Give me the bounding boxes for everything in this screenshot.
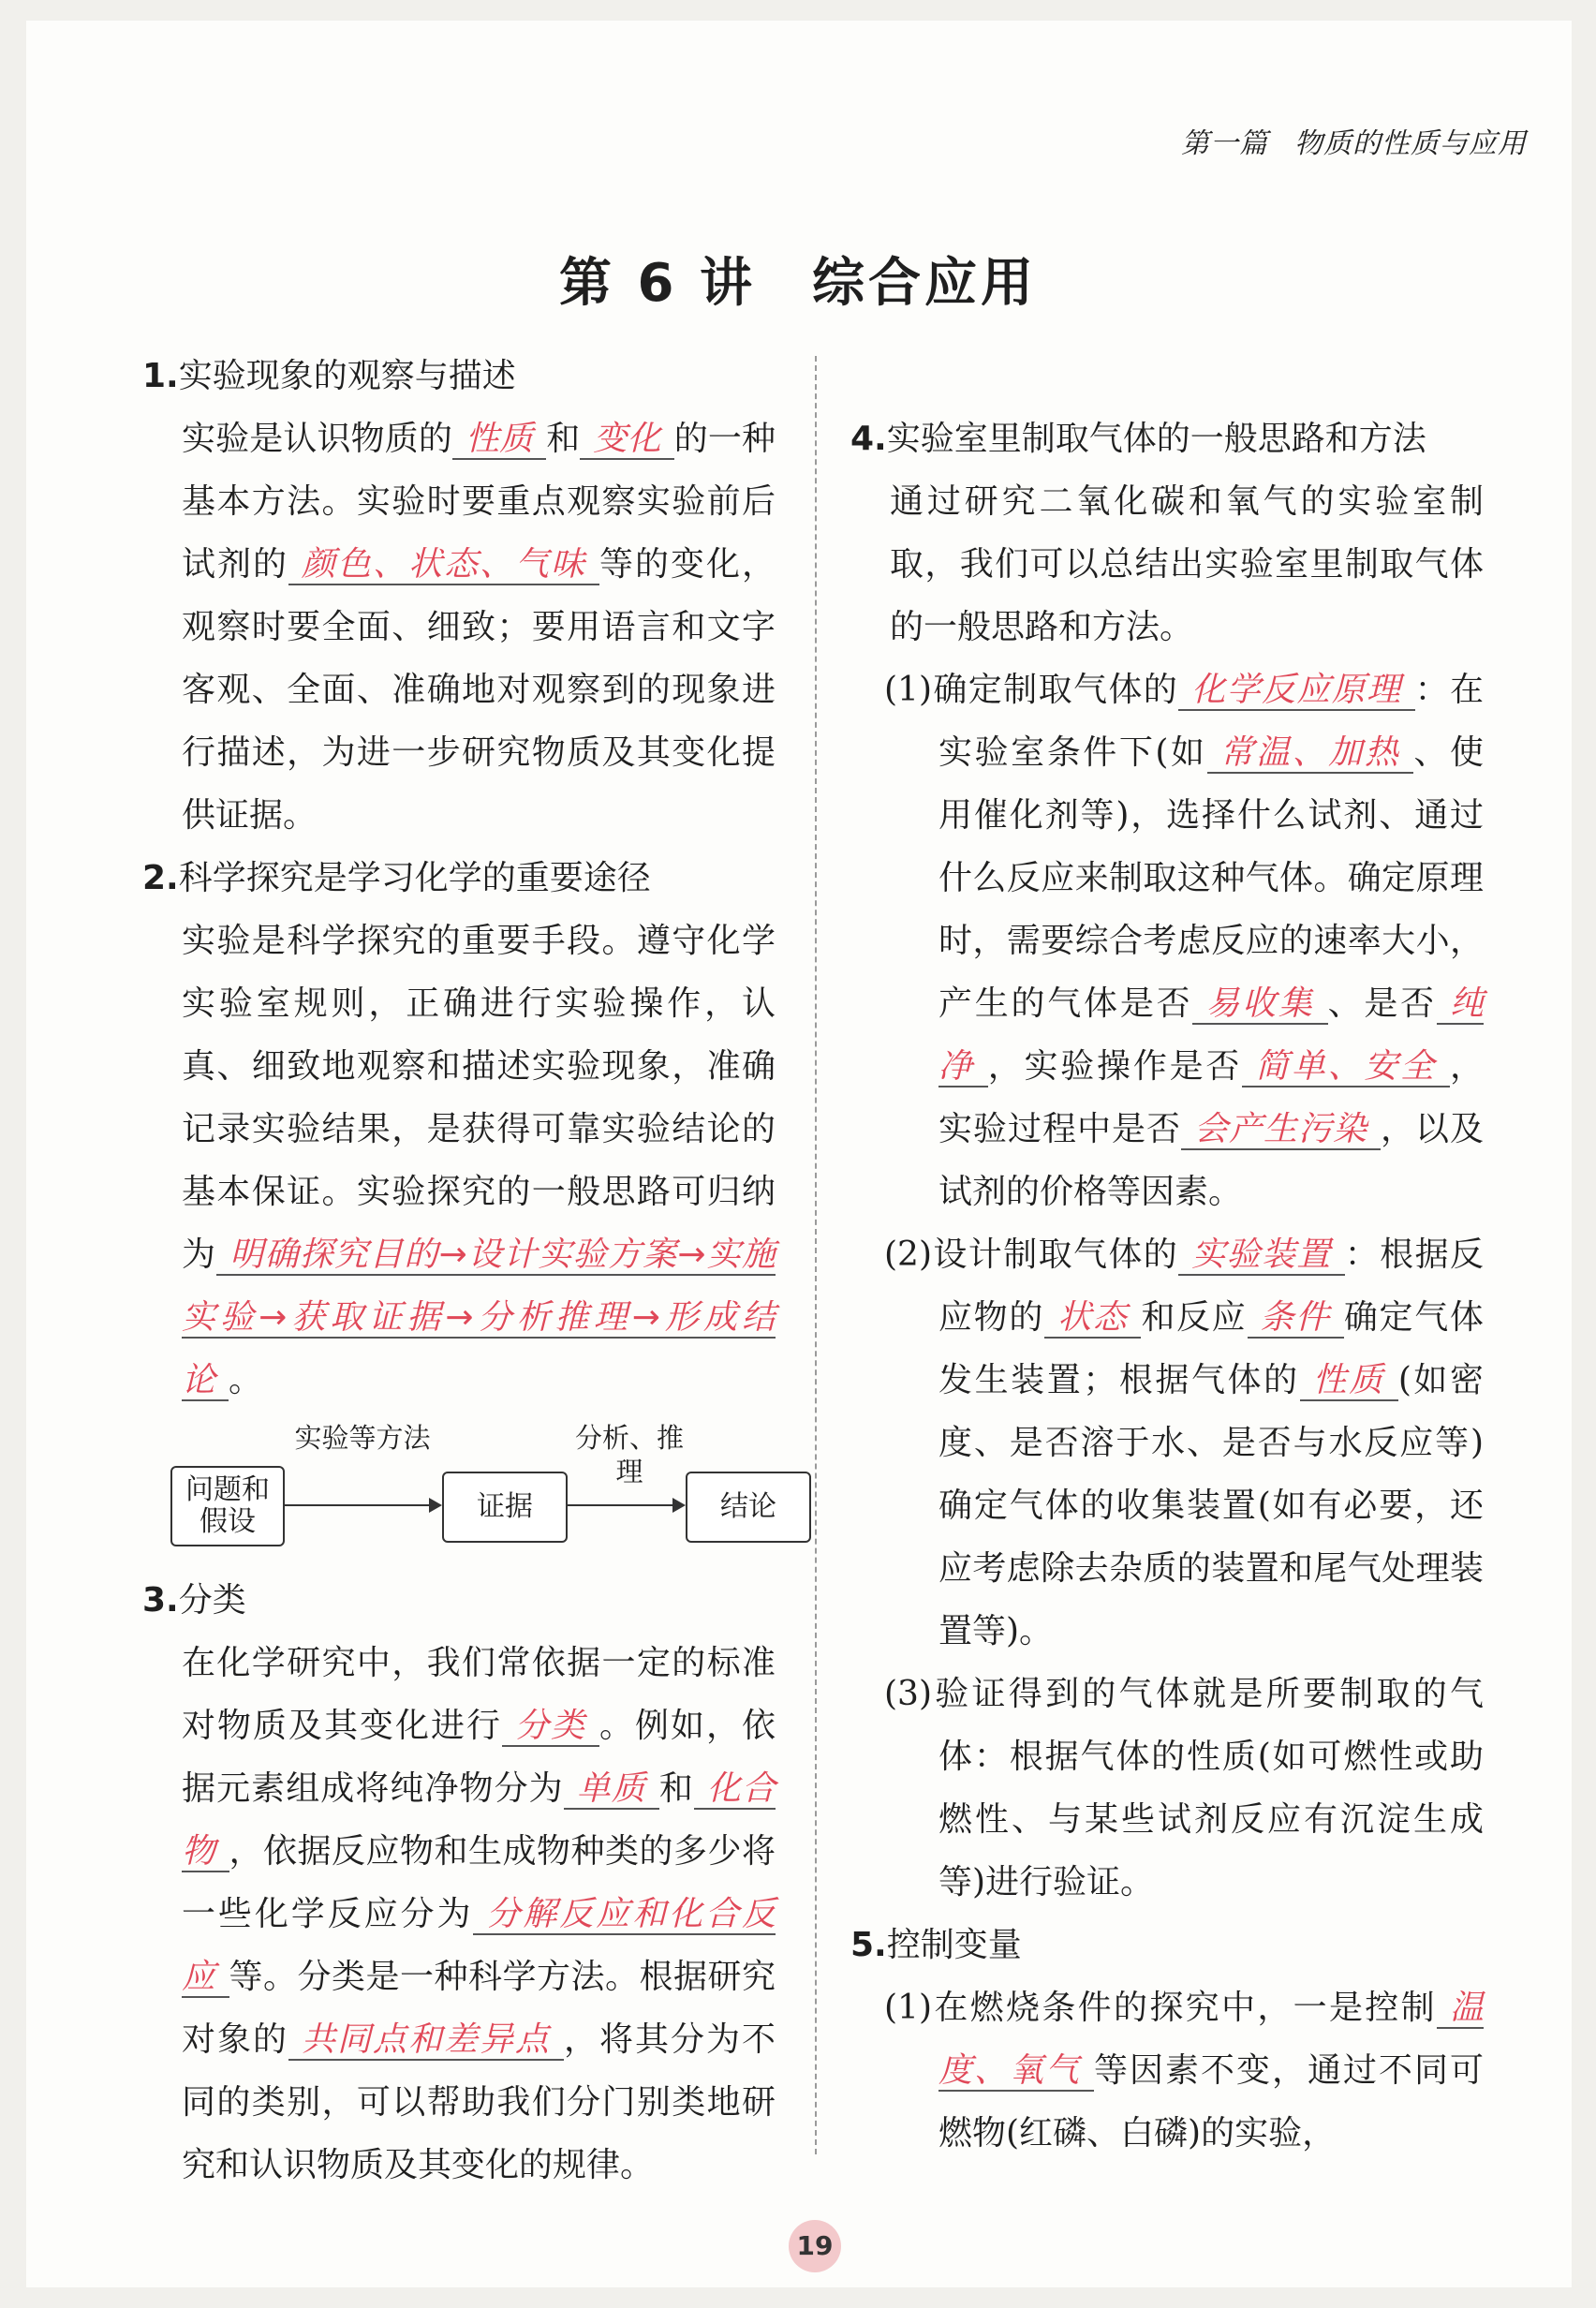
section-4-item-3 [850,1663,1484,1914]
item-label: (3) [884,1675,932,1713]
answer-blank: 常温、加热 [1207,733,1414,774]
text: 验证得到的气体就是所要制取的气体：根据气体的性质(如可燃性或助燃性、与某些试剂反应有沉淀生成等)进行验证。 [932,1675,1484,1901]
section-heading-text: 控制变量 [886,1926,1022,1964]
flow-label-analysis: 分析、推理 [574,1422,684,1487]
section-1-heading [142,345,776,407]
answer-blank: 分类 [502,1707,599,1747]
answer-blank: 化合物 [182,1769,776,1871]
text: 在燃烧条件的探究中，一是控制 [932,1989,1437,2027]
answer-blank: 会产生污染 [1181,1110,1381,1150]
section-2-body [142,910,776,1412]
page-title [0,242,1596,317]
left-column [142,345,776,2197]
text: ，实验过程中是否 [938,1047,1484,1148]
answer-blank: 易收集 [1192,984,1327,1025]
section-number: 2. [142,859,179,897]
flow-arrow [566,1504,684,1506]
answer-blank: 条件 [1248,1298,1344,1339]
text: ，依据反应物和生成物种类的多少将一些化学反应分为 [182,1832,776,1933]
text: ：根据反应物的 [938,1235,1484,1337]
flow-box-label: 问题和假设 [185,1473,270,1538]
text: 、是否 [1327,984,1437,1023]
section-heading-text: 实验现象的观察与描述 [178,357,516,395]
section-heading-text: 实验室里制取气体的一般思路和方法 [886,420,1426,458]
text: 的一种基本方法。实验时要重点观察实验前后试剂的 [182,420,776,584]
flow-box-evidence [442,1472,568,1543]
text: 。 [229,1361,263,1399]
text: 等。分类是一种科学方法。根据研究对象的 [182,1958,776,2059]
answer-blank: 简单、安全 [1242,1047,1450,1087]
text: 实验是科学探究的重要手段。遵守化学实验室规则，正确进行实验操作，认真、细致地观察和描述实验现象，准确记录实验结果，是获得可靠实验结论的基本保证。实验探究的一般思路可归纳为 [182,922,776,1274]
lesson-number: 第 6 讲 [559,253,756,314]
flow-box-label: 证据 [477,1490,533,1523]
text: 和 [546,420,581,458]
header-part: 第一篇 [1181,127,1268,160]
item-label: (1) [884,671,932,709]
section-1-body [142,407,776,847]
text: 设计制取气体的 [932,1235,1179,1274]
section-5-item-1 [850,1976,1484,2165]
section-heading-text: 分类 [178,1581,246,1620]
section-4-intro: 通过研究二氧化碳和氧气的实验室制取，我们可以总结出实验室里制取气体的一般思路和方法。 [890,482,1484,646]
section-4-item-1 [850,658,1484,1223]
text: 在化学研究中，我们常依据一定的标准对物质及其变化进行 [182,1644,776,1745]
flow-box-conclusion [686,1472,811,1543]
running-header [1086,120,1527,161]
text: ，实验操作是否 [987,1047,1243,1086]
section-2-heading [142,847,776,910]
answer-blank: 状态 [1044,1298,1141,1339]
text: ，将其分为不同的类别，可以帮助我们分门别类地研究和认识物质及其变化的规律。 [182,2020,776,2184]
answer-blank: 分解反应和化合反应 [182,1895,776,1996]
flow-label-method: 实验等方法 [294,1422,431,1454]
text: 。例如，依据元素组成将纯净物分为 [182,1707,776,1808]
answer-blank: 性质 [452,420,546,460]
section-heading-text: 科学探究是学习化学的重要途径 [178,859,651,897]
answer-blank: 明确探究目的→设计实验方案→实施实验→获取证据→分析推理→形成结论 [182,1235,776,1399]
page-number-badge: 19 [789,2220,841,2272]
text: (如密度、是否溶于水、是否与水反应等)确定气体的收集装置(如有必要，还应考虑除去杂质的装置和尾气处理装置等)。 [938,1361,1484,1650]
answer-blank: 变化 [580,420,673,460]
answer-blank: 性质 [1300,1361,1398,1401]
answer-blank: 温度、氧气 [938,1989,1484,2090]
text: 、使用催化剂等)，选择什么试剂、通过什么反应来制取这种气体。确定原理时，需要综合考虑反应的速率大小，产生的气体是否 [938,733,1484,1023]
text: 实验是认识物质的 [182,420,453,458]
inquiry-flow-diagram [170,1419,789,1560]
right-column [850,407,1484,2165]
flow-box-question [170,1466,285,1546]
text: 和反应 [1141,1298,1248,1337]
section-4-item-2 [850,1223,1484,1663]
section-5-heading [850,1914,1484,1976]
item-label: (2) [884,1235,932,1274]
answer-blank: 共同点和差异点 [288,2020,564,2061]
text: ，以及试剂的价格等因素。 [938,1110,1484,1211]
section-3-body [142,1632,776,2197]
section-number: 5. [850,1926,887,1964]
lesson-name: 综合应用 [811,253,1037,314]
answer-blank: 纯净 [938,984,1484,1086]
flow-arrow [283,1504,440,1506]
text: 和 [658,1769,694,1808]
answer-blank: 单质 [564,1769,659,1810]
text: 等的变化，观察时要全面、细致；要用语言和文字客观、全面、准确地对观察到的现象进行描述，为进一步研究物质及其变化提供证据。 [182,545,776,835]
text: ：在实验室条件下(如 [938,671,1484,772]
text: 确定制取气体的 [932,671,1179,709]
item-label: (1) [884,1989,932,2027]
section-4-heading [850,407,1484,470]
text: 等因素不变，通过不同可燃物(红磷、白磷)的实验， [938,2051,1484,2153]
answer-blank: 化学反应原理 [1178,671,1414,711]
section-number: 1. [142,357,179,395]
section-number: 4. [850,420,887,458]
section-number: 3. [142,1581,179,1620]
header-subject: 物质的性质与应用 [1294,127,1527,160]
answer-blank: 颜色、状态、气味 [288,545,599,585]
text: 确定气体发生装置；根据气体的 [938,1298,1484,1399]
section-3-heading [142,1569,776,1632]
flow-box-label: 结论 [720,1490,776,1523]
column-divider [815,356,817,2154]
answer-blank: 实验装置 [1178,1235,1345,1276]
